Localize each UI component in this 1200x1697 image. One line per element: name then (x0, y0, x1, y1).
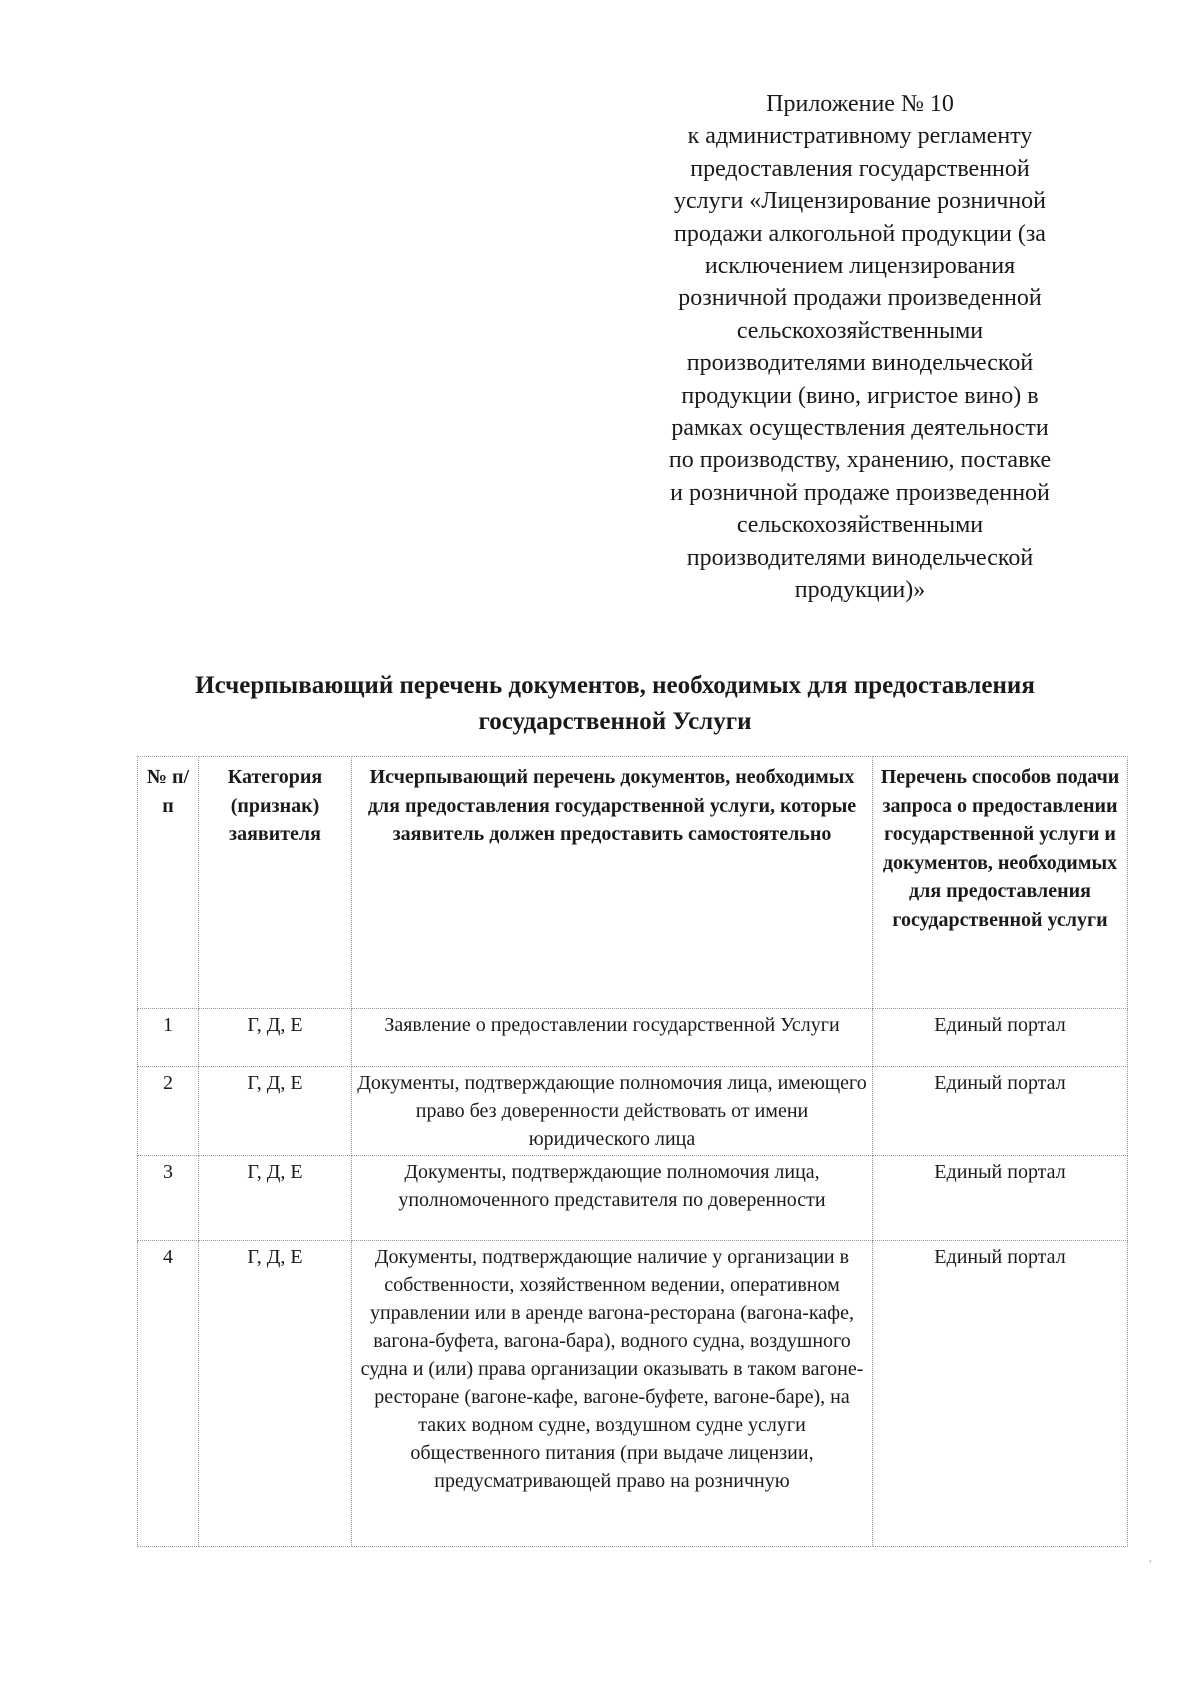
row-category: Г, Д, Е (199, 1009, 352, 1067)
appendix-line: к административному регламенту (687, 123, 1033, 150)
header-category: Категория (признак) заявителя (199, 757, 352, 1009)
appendix-line: по производству, хранению, поставке (668, 447, 1052, 474)
document-title-line: государственной Услуги (478, 708, 752, 735)
table-header-row (138, 757, 1128, 1009)
row-category: Г, Д, Е (199, 1067, 352, 1156)
appendix-line: и розничной продаже произведенной (670, 479, 1050, 506)
row-category: Г, Д, Е (199, 1241, 352, 1547)
appendix-line: розничной продажи произведенной (678, 285, 1042, 312)
appendix-line: исключением лицензирования (704, 253, 1016, 280)
row-method: Единый портал (873, 1156, 1128, 1241)
row-category: Г, Д, Е (199, 1156, 352, 1241)
scan-mark: · (1148, 1555, 1153, 1570)
row-method: Единый портал (873, 1009, 1128, 1067)
row-documents: Документы, подтверждающие полномочия лица, уполномоченного представителя по доверенности (352, 1156, 873, 1241)
row-number: 2 (138, 1067, 199, 1156)
row-documents: Заявление о предоставлении государственной Услуги (352, 1009, 873, 1067)
header-submission-methods: Перечень способов подачи запроса о предоставлении государственной услуги и документов, необходимых для предоставления государственной услуги (873, 757, 1128, 1009)
appendix-line: Приложение № 10 (766, 91, 954, 117)
appendix-line: рамках осуществления деятельности (671, 415, 1049, 442)
document-title (130, 668, 1100, 740)
row-number: 1 (138, 1009, 199, 1067)
document-title-line: Исчерпывающий перечень документов, необходимых для предоставления (195, 672, 1035, 699)
appendix-header (630, 88, 1090, 607)
row-documents: Документы, подтверждающие полномочия лица, имеющего право без доверенности действовать от имени юридического лица (352, 1067, 873, 1156)
appendix-line: сельскохозяйственными (736, 512, 984, 539)
appendix-line: сельскохозяйственными (736, 317, 984, 344)
row-documents: Документы, подтверждающие наличие у организации в собственности, хозяйственном ведении, оперативном управлении или в аренде вагона-ресторана (вагона-кафе, вагона-буфета, вагона-бара), водного судна, воздушного судна и (или) права организации оказывать в таком вагоне-ресторане (вагоне-кафе, вагоне-буфете, вагоне-баре), на таких водном судне, воздушном судне услуги общественного питания (при выдаче лицензии, предусматривающей право на розничную (352, 1241, 873, 1547)
appendix-line: предоставления государственной (690, 155, 1030, 182)
table-row (138, 1241, 1128, 1547)
row-method: Единый портал (873, 1067, 1128, 1156)
row-method: Единый портал (873, 1241, 1128, 1547)
row-number: 3 (138, 1156, 199, 1241)
table-row (138, 1009, 1128, 1067)
appendix-line: производителями винодельческой (686, 350, 1034, 377)
header-number: № п/п (138, 757, 199, 1009)
documents-table (137, 756, 1128, 1547)
appendix-line: продукции)» (794, 577, 926, 604)
appendix-line: продукции (вино, игристое вино) в (681, 382, 1039, 409)
row-number: 4 (138, 1241, 199, 1547)
appendix-line: продажи алкогольной продукции (за (674, 220, 1046, 247)
table-row (138, 1156, 1128, 1241)
appendix-line: услуги «Лицензирование розничной (673, 188, 1047, 215)
appendix-line: производителями винодельческой (686, 544, 1034, 571)
header-documents: Исчерпывающий перечень документов, необходимых для предоставления государственной услуги, которые заявитель должен предоставить самостоятельно (352, 757, 873, 1009)
table-row (138, 1067, 1128, 1156)
